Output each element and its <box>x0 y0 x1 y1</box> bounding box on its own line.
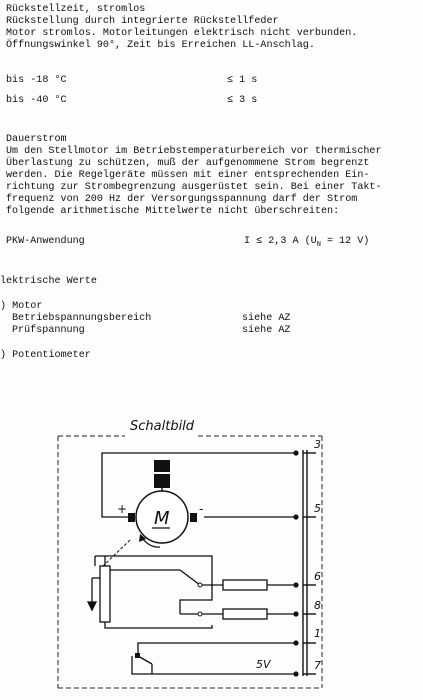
temp-label: bis -18 °C <box>6 75 67 86</box>
pkw-label: PKW-Anwendung <box>6 236 85 247</box>
pin-number: 3 <box>314 438 321 451</box>
motor-terminal-left <box>128 513 135 522</box>
temp-value: ≤ 3 s <box>227 95 258 106</box>
resistor-8 <box>223 609 267 619</box>
spring-block-top <box>154 460 170 472</box>
pin-number: 8 <box>314 599 321 612</box>
paragraph-line: Um den Stellmotor im Betriebstemperaturbereich vor thermischer <box>6 146 382 157</box>
spec-value: siehe AZ <box>242 313 291 324</box>
motor-label: ) Motor <box>0 301 43 312</box>
pin-number: 1 <box>314 627 321 640</box>
spring-block-bottom <box>154 474 170 488</box>
paragraph-line: frequenz von 200 Hz der Versorgungsspannung darf der Strom <box>6 194 358 205</box>
header-line: Öffnungswinkel 90°, Zeit bis Erreichen LL-Anschlag. <box>6 40 315 51</box>
header-line: Motor stromlos. Motorleitungen elektrisch nicht verbunden. <box>6 28 358 39</box>
motor-terminal-right <box>190 513 197 522</box>
header-line: Rückstellung durch integrierte Rückstellfeder <box>6 16 279 27</box>
spec-value: siehe AZ <box>242 325 291 336</box>
section-heading: Dauerstrom <box>6 134 67 145</box>
paragraph-line: Überlastung zu schützen, muß der aufgenommene Strom begrenzt <box>6 158 370 169</box>
motor-symbol: M <box>154 508 170 529</box>
schematic-title: Schaltbild <box>130 419 195 434</box>
section-heading: lektrische Werte <box>0 276 97 287</box>
switch-contact <box>198 583 202 587</box>
pin-number: 6 <box>314 570 321 583</box>
spec-label: Betriebspannungsbereich <box>12 313 152 324</box>
minus-sign: - <box>199 502 204 516</box>
frame-dashed <box>58 436 322 688</box>
pin-number: 5 <box>314 502 321 515</box>
resistor-6 <box>223 580 267 590</box>
temp-value: ≤ 1 s <box>227 75 258 86</box>
voltage-label: 5V <box>256 658 271 671</box>
header-line: Rückstellzeit, stromlos <box>6 4 146 15</box>
pin-number: 7 <box>314 659 321 672</box>
terminal-bus <box>303 450 307 676</box>
switch-knob <box>135 653 140 658</box>
switch-contact <box>198 612 202 616</box>
plus-sign: + <box>117 502 128 516</box>
mechanical-coupling <box>103 540 130 566</box>
spec-label: Prüfspannung <box>12 325 85 336</box>
wiper-arrow-icon <box>88 578 100 610</box>
poti-label: ) Potentiometer <box>0 350 91 361</box>
temp-label: bis -40 °C <box>6 95 67 106</box>
paragraph-line: folgende arithmetische Mittelwerte nicht überschreiten: <box>6 206 340 217</box>
supply-wiring <box>132 643 296 674</box>
paragraph-line: richtung zur Strombegrenzung ausgerüstet sein. Bei einer Takt- <box>6 182 382 193</box>
paragraph-line: werden. Die Regelgeräte müssen mit einer entsprechenden Ein- <box>6 170 370 181</box>
terminal-leads <box>303 453 316 674</box>
pkw-value: I ≤ 2,3 A ($U_N = 12$ V) <box>244 236 370 250</box>
